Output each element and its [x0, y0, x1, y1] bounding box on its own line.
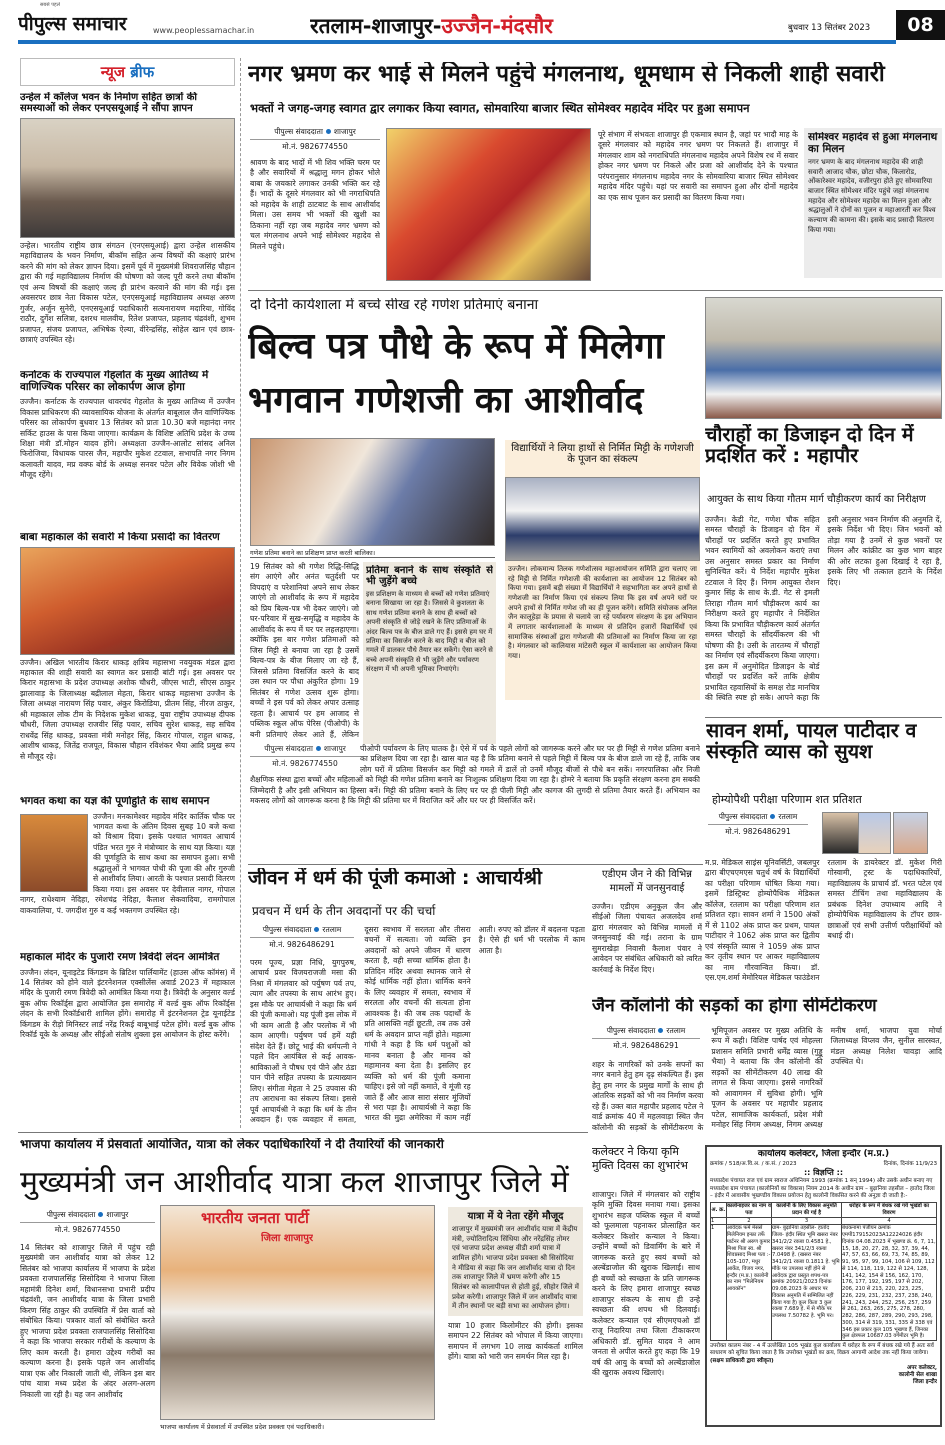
section-divider	[248, 864, 703, 865]
topper-photo-1	[822, 812, 859, 854]
deworm-headline: कलेक्टर ने किया कृमि मुक्ति दिवस का शुभारंभ	[592, 1145, 688, 1173]
brief-title-blue: ब्रीफ	[130, 63, 155, 81]
section-divider	[248, 290, 943, 291]
byline: पीपुल्स संवाददाता शाजापुर	[250, 744, 360, 757]
leaders-box-title: यात्रा में ये नेता रहेंगे मौजूद	[467, 1211, 564, 1222]
edition-red: उज्जैन-मंदसौर	[441, 14, 553, 38]
culture-box-content	[366, 565, 493, 741]
section-divider	[705, 717, 942, 718]
adm-text: उज्जैन। एडीएम अनुकूल जैन और सीईओ जिला पंचायत अजलदेव शर्मा द्वारा मंगलवार को विभिन्न मामलों में जनसुनवाई की गई। तराना के ग्राम सुमराखेड़ा निवासी कैलाश पंवार ने आवेदन पर संबंधित अधिकारी को त्वरित कार्रवाई के निर्देश दिए।	[592, 902, 702, 974]
topper-photo-2	[858, 812, 891, 854]
jain-headline: जैन कॉलोनी की सड़कों का होगा सीमेंटीकरण	[592, 997, 877, 1016]
notice-table	[710, 1202, 937, 1341]
mobile-number: मो.नं. 9826486291	[725, 827, 791, 836]
mobile-number: मो.नं. 9826774550	[282, 142, 348, 151]
notice-content	[710, 1149, 937, 1423]
notice-sign: अपर कलेक्टर, कालोनी सेल शाखा जिला इन्दौर	[898, 1364, 937, 1386]
spacer	[592, 1026, 703, 1060]
brief-text: उज्जैन। अखिल भारतीय किरार धाकड़ क्षत्रिय महासभा नवयुवक मंडल द्वारा महाकाल की शाही सवारी का स्वागत कर प्रसादी बांटी गई। इस अवसर पर किरार महासभा के प्रदेश उपाध्यक्ष अशोक चौधरी, जीएस भाटी, सीएस ठाकुर झालावाड़ के जिलाध्यक्ष बद्रीलाल मेहता, किरार धाकड़ महासभा उज्जैन के जिला अध्यक्ष नारायण सिंह पवार, अंकुर किरोडिया, प्रीतम सिंह, नीरज ठाकुर, श्री महाकाल लोक टीम के निदेशक मुकेश धाकड़, युवा राष्ट्रीय उपाध्यक्ष दीपक चौधरी, जिला उपाध्यक्ष राजवीर सिंह पवार, सचिव सुरेश धाकड़, सह सचिव राधवेंद्र सिंह धाकड़, प्रवक्ता मंत्री मनोहर सिंह, किरार गोपाल, राहुल धाकड़, आशीष धाकड़, जितेंद्र राजपूत, विकास चौहान रविशंकर भैया आदि प्रमुख रूप से मौजूद रहे।	[20, 657, 235, 761]
lead-subhead: भक्तों ने जगह-जगह स्वागत द्वार लगाकर किया स्वागत, सोमवारिया बाजार स्थित सोमेश्वर महादेव मंदिर पर हुआ समापन	[250, 102, 750, 115]
ganesh-kicker: दो दिनी कार्यशाला में बच्चे सीख रहे गणेश प्रतिमाएं बनाना	[250, 298, 539, 313]
brief-item-1	[20, 92, 235, 365]
column-divider	[240, 58, 241, 1128]
brief-headline: कर्नाटक के राज्यपाल गेहलोत के मुख्य आतिथ्य में वाणिज्यिक परिसर का लोकार्पण आज होगा	[20, 370, 209, 393]
deworm-text: शाजापुर। जिले में मंगलवार को राष्ट्रीय कृमि मुक्ति दिवस मनाया गया। इसका शुभारंभ सहज पब्लिक स्कूल में बच्चों को फूलमाला पहनाकर प्रोत्साहित कर कलेक्टर किशोर कन्याल ने किया। उन्होंने बच्चों को डिवार्मिंग के बारे में जागरूक करते हुए स्वयं बच्चों को अल्बेंडाजोल की खुराक खिलाई। साथ ही बच्चों को स्वच्छता के प्रति जागरूक करने के लिए हमारा शाजापुर स्वच्छ शाजापुर संकल्प के साथ ही उन्हे स्वच्छता की शपथ भी दिलवाई। कलेक्टर कन्याल एवं सीएमएचओ डॉ राजू निदारिया तथा जिला टीकाकरण अधिकारी डॉ. सुमित यादव ने आम जनता से अपील करते हुए कहा कि 19 वर्ष की आयु के बच्चों को अल्बेंडाजोल की खुराक अवश्य खिलाएं।	[592, 1190, 700, 1377]
jain-text: शहर के नागरिकों को उनके सपनों का नगर बनाने हेतु हम दृढ़ संकल्पित हैं। इस हेतु हम नगर के प्रमुख मार्गों के साथ ही आंतरिक सड़कों को भी नव निर्माण करवा रहे हैं। उक्त बात महापौर प्रहलाद पटेल ने वार्ड क्रमांक 40 में महलवाड़ा स्थित जैन कॉलोनी की सड़कों के सीमेंटीकरण के भूमिपूजन अवसर पर मुख्य अतिथि के रूप में कही। विशिष्ट पार्षद एवं मोहल्ला प्रशासन समिति प्रभारी धर्मेंद्र व्यास (गुड्डू भैया) ने बताया कि जैन कॉलोनी की सड़कों का सीमेंटीकरण 40 लाख की लागत से किया जाएगा। इससे नागरिकों को आवागमन में सुविधा होगी। भूमि पूजन के अवसर पर महापौर प्रहलाद पटेल, सामाजिक कार्यकर्ता, प्रदेश मंत्री मनोहर सिंह निगम अध्यक्ष, निगम अध्यक्ष मनीष शर्मा, भाजपा युवा मोर्चा जिलाध्यक्ष विप्लव जैन, सुनील सारस्वत, मंडल अध्यक्ष निलेश चावड़ा आदि उपस्थित थे।	[592, 1026, 942, 1132]
leaders-box	[448, 1207, 583, 1316]
notice-approved: (सक्षम प्राधिकारी द्वारा स्वीकृत)	[710, 1357, 774, 1364]
masthead-rule	[18, 40, 896, 44]
notice-date: दिनांक, दिनांक 11/9/23	[883, 1160, 937, 1167]
byline: पीपुल्स संवाददाता शाजापुर	[250, 127, 380, 140]
result-byline-block	[708, 812, 808, 837]
lead-sidebox	[804, 128, 942, 278]
ganesh-story	[250, 562, 700, 862]
brief-item-2	[20, 370, 235, 528]
edition-title	[310, 12, 775, 40]
mayor-inspection-photo	[705, 297, 942, 419]
mobile-number: मो.नं. 9826774550	[54, 1225, 121, 1234]
page-number: 08	[896, 10, 945, 40]
leaders-box-text: शाजापुर में मुख्यमंत्री जन आशीर्वाद यात्रा में केंद्रीय मंत्री, ज्योतिरादित्य सिंधिया और नरेंद्रसिंह तोमर एवं भाजपा प्रदेश अध्यक्ष वीडी शर्मा यात्रा में शामिल होंगे। भाजपा प्रदेश प्रवक्ता श्री सिसोदिया ने मीडिया से कहा कि जन आशीर्वाद यात्रा दो दिन तक शाजापुर जिले में भ्रमण करेगी और 15 सितंबर को कालापीपल से होती हुई, सीहोर जिले में प्रवेश करेगी। शाजापुर जिले में जन आशीर्वाद यात्रा में तीन स्थानों पर बड़ी सभा का आयोजन होगा।	[452, 1225, 579, 1311]
brief-item-4	[20, 796, 235, 948]
students-box-spacer	[500, 562, 700, 704]
ganesh-child-photo	[250, 438, 495, 546]
byline: पीपुल्स संवाददाता रतलाम	[708, 812, 808, 825]
mobile-number: मो.नं. 9826486291	[269, 940, 335, 949]
ganesh-text: 19 सितंबर को श्री गणेश रिद्धि-सिद्धि संग आएंगे और अनंत चतुर्दशी पर विपदाएं व परेशानियां अपने साथ लेकर जाएंगे तो आशीर्वाद के रूप में महादेव को प्रिय बिल्व-पत्र भी देकर जाएंगे। जो घर-परिवार में सुख-समृद्धि व महादेव के आशीर्वाद के रूप में घर पर लहलहाएगा। क्योंकि इस बार गणेश प्रतिमाओं को जिस मिट्टी से बनाया जा रहा है उसमें बिल्व-पत्र के बीज मिलाए जा रहे हैं, जिससे प्रतिमा विसर्जित करने के बाद उस स्थान पर पौधा अंकुरित होगा। 19 सितंबर से गणेश उत्सव शुरू होगा। बच्चों ने इस पर्व को लेकर अपार उत्साह रहता है। आचार्य पर हम आजाद से पब्लिक स्कूल ऑफ पेरिस (पीओपी) के बनी प्रतिमाएं लेकर आते हैं, लेकिन पीओपी पर्यावरण के लिए घातक है। ऐसे में पर्व के पहले लोगों को जागरूक करने और घर पर ही मिट्टी से गणेश प्रतिमा बनाने का प्रशिक्षण दिया जा रहा है। खास बात यह है कि प्रतिमा बनाने से पहले मिट्टी में बिल्व पत्र के बीज डाले जा रहे हैं, ताकि जब लोग घरों में प्रतिमा विसर्जन कर मिट्टी को गमले में डालें तो उनमें मौजूद बीजों से पौधे बन सकें। नगरपालिका और निजी शैक्षणिक संस्था द्वारा बच्चों और महिलाओं को मिट्टी की गणेश प्रतिमा बनाने का निःशुल्क प्रशिक्षण दिया जा रहा है। होमरे ने बताया कि प्रकृति संरक्षण करना हम सबकी जिम्मेदारी है और इसी अभियान का हिस्सा बनें। मिट्टी की प्रतिमा बनाने के लिए घर पर ही पीली मिट्टी और कागज की लुगदी से प्रतिमा तैयार करते हैं। अभियान का मकसद लोगों को जागरूक करना है कि मिट्टी की प्रतिमा घर में विराजित करें और घर पर ही विसर्जित करें।	[250, 562, 700, 806]
notice-intro: मध्यप्रदेश पंचायत राज एवं ग्राम स्वराज अधिनियम 1993 (क्रमांक 1 सन् 1994) और उसके अधीन बनाए गए मध्यप्रदेश ग्राम पंचायत (कालोनियों का विकास) नियम 2014 के अधीन ग्राम – बुढ़ानिया तहसील – हातोद जिला – इंदौर में आवासीय भूखण्डीय विकास प्रयोजन हेतु कालोनी विकसित करने की अनुज्ञा दी जाती है:-	[710, 1178, 935, 1199]
cm-press-photo	[160, 1205, 435, 1420]
mayor-text: उज्जैन। केडी गेट, गणेश चौक सहित समस्त चौराहों के डिजाइन दो दिन में चौराहों पर प्रदर्शित करते हुए प्रभावित भवन स्वामियों को अवलोकन कराएं तथा उस अनुसार समस्त प्रकार का निर्माण सुनिश्चित करें। ये निर्देश महापौर मुकेश टटवाल ने दिए हैं। निगम आयुक्त रोशन कुमार सिंह के साथ के.डी. गेट से इमली तिराहा गौतम मार्ग चौड़ीकरण कार्य का निरीक्षण करते हुए महापौर ने निर्देशित किया कि प्रभावित चौड़ीकरण कार्य अंतर्गत समस्त चौराहों के सौंदर्यीकरण की भी घोषणा की है। उसी के तारतम्य में चौराहों का निर्माण एवं सौंदर्यीकरण किया जाएगा। इस क्रम में अनुमोदित डिजाइन के बोर्ड चौराहों पर प्रदर्शित करें ताकि क्षेत्रीय प्रभावित रहवासियों के समक्ष रोड मानचित्र की स्थिति स्पष्ट हो सके। आपने कहा कि इसी अनुसार भवन निर्माण की अनुमति दें, इसके निर्देश भी दिए। जिन भवनों को तोड़ा गया है उनमें से कुछ भवनों पर मिलन और कांक्रीट का कुछ भाग बाहर की ओर लटका हुआ दिखाई दे रहा है, इसके लिए भी तत्काल हटाने के निर्देश दिए।	[705, 515, 942, 702]
cm-kicker: भाजपा कार्यालय में प्रेसवार्ता आयोजित, यात्रा को लेकर पदाधिकारियों ने दी तैयारियों की जानकारी	[20, 1138, 444, 1151]
adm-headline: एडीएम जैन ने की विभिन्न मामलों में जनसुनवाई	[602, 869, 692, 894]
dharma-subhead: प्रवचन में धर्म के तीन अवदानों पर की चर्चा	[252, 904, 436, 918]
culture-box-title: प्रतिमा बनाने के साथ संस्कृति से भी जुड़ेंगे बच्चे	[366, 565, 493, 587]
mahakal-sawari-photo	[20, 547, 235, 655]
lead-text-2: पूरे संभाग में संभवतः शाजापुर ही एकमात्र स्थान है, जहां पर भादौ माह के दूसरे मंगलवार को महादेव नगर भ्रमण पर निकलते हैं। शाजापुर में मंगलवार शाम को नगराधिपति मंगलनाथ महादेव अपने विशेष रथ में सवार होकर नगर भ्रमण पर निकले और प्रजा को आशीर्वाद देने के पश्चात परंपरानुसार मंगलनाथ महादेव नगर के सोमवारिया बाजार स्थित सोमेश्वर महादेव मंदिर पहुंचे। यहां पर सवारी का समापन हुआ और दोनों महादेव का एक साथ पूजन कर प्रसादी का वितरण किया गया।	[598, 130, 798, 202]
byline: पीपुल्स संवाददाता रतलाम	[592, 1026, 700, 1039]
mayor-headline: चौराहों का डिजाइन दो दिन में प्रदर्शित करें : महापौर	[705, 424, 914, 467]
logo: पीपुल्स समाचार	[18, 13, 127, 35]
byline: पीपुल्स संवाददाता रतलाम	[250, 925, 354, 938]
bjp-banner-text: भारतीय जनता पार्टी	[201, 1209, 309, 1227]
brief-headline: महाकाल मंदिर के पुजारी रमण त्रिवेदी लंदन आमंत्रित	[20, 952, 220, 963]
notice-office: कार्यालय कलेक्टर, जिला इन्दौर (म.प्र.)	[757, 1149, 890, 1159]
brief-text: उज्जैन। लंदन, यूनाइटेड किंगडम के ब्रिटिश पार्लियामेंट (हाउस ऑफ कॉमंस) में 14 सितंबर को होने वाले इंटरनेशनल एक्सीलेंस अवार्ड 2023 में महाकाल मंदिर के पुजारी रमण त्रिवेदी को आमंत्रित किया गया है। त्रिवेदी के अनुसार वर्ल्ड बुक ऑफ रिकॉर्ड्स द्वारा आयोजित इस समारोह में वर्ल्ड बुक ऑफ रिकॉर्ड्स लंदन के सभी रिकॉर्डधारी शामिल होंगे। समारोह में इंटरनेशनल ट्रेड यूनाईटेड किंगडम के रीड़ो मिनिस्टर लार्ड नरेंद्र रिकई बाबूभाई पटेल होंगे। वर्ल्ड बुक ऑफ रिकॉर्ड यूके के अध्यक्ष और सीईओ संतोष शुक्ला इस आयोजन के होस्ट करेंगे।	[20, 967, 235, 1040]
brief-text: उज्जैन। मनकामेश्वर महादेव मंदिर कार्तिक चौक पर भागवत कथा के अंतिम दिवस सुबह 10 बजे कथा को विश्राम दिया। इसके पश्चात भागवत आचार्य पंडित भरत गुरु ने मंत्रोच्चार के साथ यज्ञ किया। यज्ञ की पूर्णाहुति के साथ कथा का समापन हुआ। सभी श्रद्धालुओं ने भागवत पोथी की पूजा की और गुरुजी से आशीर्वाद लिया। आरती के पश्चात प्रसादी वितरण किया गया। इस अवसर पर देवीलाल नागर, गोपाल नागर, राधेश्याम नेदिहा, रमेशचंद्र नेदिहा, कैलाश सेकवादिया, रामगोपाल वाकवालिया, पं. जगदीश गुरु व कई भक्तगण उपस्थित रहे।	[20, 811, 235, 915]
notice-header-row: अ. क्र. कालोनाइजर का नाम व पता कालोनी के लिए विकास अनुमति प्रदान की गई है धरोहर के रूप में बंधक रखे गये भूखंडों का विवरण	[711, 1203, 937, 1218]
dharma-text: परम पूज्य, प्रज्ञा निधि, युगपुरुष, आचार्य प्रवर विजयराजजी मसा की निश्रा में मंगलवार को पर्युषण पर्व तप, त्याग और तपस्या के साथ आरंभ हुए। इस मौके पर आचार्यश्री ने कहा कि धर्म की पूंजी कमाओ। यह पूंजी इस लोक में भी काम आती है और परलोक में भी काम आएगी। पर्युषण पर्व हमें यही संदेश देते हैं। छोटू भाई की धर्मपत्नी ने पहले दिन आयंबिल से कई आवक-श्राविकाओं ने पौषध एवं पीने और ठंडा पान पीने सहित तपस्या के प्रत्याख्यान लिए। संगीता मेहता ने 25 उपवास की तप आराधना का संकल्प लिया। इससे पूर्व आचार्यश्री ने कहा कि धर्म के तीन अवदान हैं। एक व्यवहार में समता, दूसरा स्वभाव में सरलता और तीसरा वचनों में सत्यता। जो व्यक्ति इन अवदानों को अपने जीवन में धारण करता है, वही सच्चा धार्मिक होता है। प्रतिदिन मंदिर अथवा स्थानक जाने से कोई धार्मिक नहीं होता। धार्मिक बनने के लिए व्यवहार में समता, स्वभाव में सरलता और वचनों की सत्यता होना आवश्यक है। की जब तक पदार्थों के प्रति आसक्ति नहीं छूटती, तब तक उसे धर्म के अवदान प्राप्त नहीं होते। महात्मा गांधी ने कहा है कि धर्म पशुओं को मानव बनाता है और मानव को महामानव बना देता है। इसलिए हर व्यक्ति को धर्म की पूंजी कमाना चाहिए। इसे जो नहीं कमाते, वे मूंजी रह जाते हैं और आज सारा संसार मूंजियों से भरा पड़ा है। आचार्यश्री ने कहा कि भारत की मुद्रा अमेरिका में काम नहीं आती। रुपए को डॉलर में बदलना पड़ता है। ऐसे ही धर्म भी परलोक में काम आता है।	[250, 925, 585, 1125]
result-text: म.प्र. मेडिकल साइंस यूनिवर्सिटी, जबलपुर द्वारा बीएचएमएस चतुर्थ वर्ष के विद्यार्थियों का परीक्षा परिणाम घोषित किया गया। इसमें डिस्ट्रिक्ट होम्योपैथिक मेडिकल कॉलेज, रतलाम का परीक्षा परिणाम शत प्रतिशत रहा। सावन शर्मा ने 1500 अंकों में से 1102 अंक प्राप्त कर प्रथम, पायल पाटीदार ने 1062 अंक प्राप्त कर द्वितीय एवं संस्कृति व्यास ने 1059 अंक प्राप्त कर तृतीय स्थान पर आकर महाविद्यालय का नाम गौरवान्वित किया। डॉ. एस.एम.शर्मा मेमोरियल मेडिकल फाउंडेशन रतलाम के डायरेक्टर डॉ. मुकेश गिरी गोस्वामी, ट्रस्ट के पदाधिकारियों, महाविद्यालय के प्राचार्य डॉ. भरत पटेल एवं समस्त टीचिंग तथा महाविद्यालय के प्रबंधक दिनेश उपाध्याय आदि ने होम्योपैथिक महाविद्यालय के टॉपर छात्र-छात्राओं एवं सभी उत्तीर्ण परीक्षार्थियों को बधाई दी।	[705, 858, 942, 983]
dharma-headline: जीवन में धर्म की पूंजी कमाओ : आचार्यश्री	[248, 868, 542, 889]
ganesh-photo-caption: गणेश प्रतिमा बनाने का प्रशिक्षण प्राप्त करती बालिका।	[250, 548, 495, 558]
brief-title-red: न्यूज	[100, 63, 125, 81]
spacer	[250, 925, 356, 958]
issue-date: बुधवार 13 सितंबर 2023	[788, 23, 871, 33]
result-headline: सावन शर्मा, पायल पाटीदार व संस्कृति व्यास को सुयश	[706, 720, 917, 763]
topper-photo-3	[893, 812, 928, 854]
notice-footer: उपरोक्त कालम नंबर - 4 में उल्लेखित 105 भूखंड कुल कार्यालय में धरोहर के रूप में बंधक रखे गये हैं अतः सर्व साधारण को सूचित किया जाता है कि उपरोक्त भूखंडों का क्रय, विक्रय आगामी आदेश तक नहीं किया जावेगा।	[710, 1343, 934, 1357]
brief-item-3	[20, 532, 235, 792]
notice-data-row: 1 आवेदक फर्म मेसर्स मिलेनियम इन्फ्रा तर्फे पार्टनर श्री अरुण कुमार मिश्रा पिता स्व. श्री शिवप्रसाद मिश्रा पता :- 105-107, मधुर आर्केड, विजय नगर, इन्दौर (म.प्र.) कालोनी का नाम "मिलेनियम आयकॉन" ग्राम- बुढ़ानिया तहसील- हातोद जिला- इंदौर स्थित भूमि खसरा नंबर 341/2/2 रकबा 0.4581 हे., खसरा नंबर 341/2/3 रकबा 7.0498 हे. (खसरा नंबर 341/2/1 रकबा 0.1811 हे. भूमि मौके पर उपलब्ध नहीं होने से आवेदक द्वारा प्रस्तुत शपथ-पत्र क्रमांक 20921/2023 दिनांक 09.08.2023 के आधार पर विकास अनुमति में सम्मिलित नहीं किया गया है) कुल किता 3 कुल रकबा 7.689 हे. में से मौके पर उपलब्ध 7.50782 हे. भूमि पर। बंधकनामा पंजीयन क्रमांक एमपी179152023A12224026 इंदौर दिनांक 04.08.2023 में भूखण्ड क्रं. 6, 7, 11, 15, 18, 20, 27, 28, 32, 37, 39, 44, 47, 57, 63, 66, 69, 73, 74, 85, 89, 91, 95, 97, 99, 104, 106 से 109, 112 से 114, 118, 119, 122 से 124, 128, 141, 142, 154 से 156, 162, 170, 176, 177, 192, 195, 197 से 202, 206, 210 से 213, 220, 223, 225, 226, 229, 231, 232, 237, 238, 240, 241, 243, 244, 252, 256, 257, 259 से 261, 263, 265, 275, 278, 280, 282, 286, 287, 289, 290, 293, 298, 300, 314 से 319, 331, 335 से 338 एवं 346 इस प्रकार कुल 105 भूखण्ड हैं, जिनका कुल क्षेत्रफल 10687.03 वर्गमीटर भूमि है।	[711, 1225, 936, 1340]
brief-text-block	[20, 812, 235, 917]
lead-procession-photo	[386, 128, 591, 281]
leaders-column	[448, 1207, 583, 1440]
news-brief-header	[20, 58, 235, 86]
byline: पीपुल्स संवाददाता शाजापुर	[20, 1210, 155, 1223]
brief-headline: भगवत कथा का यज्ञ की पूर्णाहुति के साथ समापन	[20, 796, 210, 807]
masthead	[0, 0, 945, 46]
culture-box-text: इस प्रशिक्षण के माध्यम से बच्चों को गणेश प्रतिमाएं बनाना सिखाया जा रहा है। जिससे वे कुशलता के साथ गणेश प्रतिमा बनाने के साथ ही बच्चों को अपनी संस्कृति से जोड़े रखने के लिए प्रतिमाओं के अंदर बिल्व पत्र के बीज डाले गए हैं। इससे हम घर में प्रतिमा का विसर्जन करने के बाद मिट्टी व बीज को गमले में डालकर पौधे तैयार कर सकेंगे। ऐसा करने से बच्चे अपनी संस्कृति से भी जुड़ेंगे और पर्यावरण संरक्षण में भी अपनी भूमिका निभाएंगे।	[366, 590, 493, 673]
ganesh-byline-block	[250, 744, 360, 774]
bjp-banner-sub: जिला शाजापुर	[261, 1233, 314, 1244]
lead-headline: नगर भ्रमण कर भाई से मिलने पहुंचे मंगलनाथ, धूमधाम से निकली शाही सवारी	[248, 62, 885, 87]
students-text: उज्जैन। लोकमान्य तिलक गणेशोत्सव महाआयोजन समिति द्वारा चलाए जा रहे मिट्टी से निर्मित गणेशजी की कार्यशाला का आयोजन 12 सितंबर को किया गया। इसमें बड़ी संख्या में विद्यार्थियों ने सहभागिता कर अपने हाथों से गणेशजी का निर्माण किया एवं संकल्प लिया कि इस वर्ष अपने घरों पर अपने हाथों से निर्मित गणेश जी का ही पूजन करेंगे। समिति संयोजक अनिल जैन कालूहेड़ा के प्रयास से चलाये जा रहे पर्यावरण संरक्षण के इस अभियान में लगातार कार्यशालाओं के माध्यम से प्रतिदिन हजारों विद्यार्थियों एवं सामाजिक संस्थाओं द्वारा गणेशजी की प्रतिमाओं का निर्माण किया जा रहा है। मंगलवार को कालियास मांटेसरी स्कूल में कार्यशाला का आयोजन किया गया।	[508, 565, 697, 660]
students-box-title: विद्यार्थियों ने लिया हाथों से निर्मित मिट्टी के गणेशजी के पूजन का संकल्प	[511, 443, 694, 465]
ganesh-headline: बिल्व पत्र पौधे के रूप में मिलेगा भगवान गणेशजी का आशीर्वाद	[248, 326, 665, 421]
lead-text-1: श्रावण के बाद भादों में भी शिव भक्ति चरम पर है और सवारियों में श्रद्धालु मगन होकर भोले बाबा के जयकारे लगाकर उनकी भक्ति कर रहे हैं। भादों के दूसरे मंगलवार को भी नगराधिपति को महादेव के शाही ठाटबाट के साथ आशीर्वाद मिला। उस समय भी भक्तों की खुशी का ठिकाना नहीं रहा जब महादेव नगर भ्रमण को चल मंगलनाथ अपने भाई सोमेश्वर महादेव से मिलने पहुंचे।	[250, 158, 380, 251]
bhagwat-katha-photo	[20, 814, 88, 892]
edition-black: रतलाम-शाजापुर-	[310, 14, 442, 38]
brief-text: उन्हेल। भारतीय राष्ट्रीय छात्र संगठन (एनएसयूआई) द्वारा उन्हेल शासकीय महाविद्यालय के भवन निर्माण, बीकॉम सहित अन्य विषयों की कक्षाएं प्रारंभ करने की मांग को लेकर ज्ञापन दिया। इसमें पूर्व में मुख्यमंत्री शिवराजसिंह चौहान द्वारा की गई महाविद्यालय निर्माण की घोषणा को जल्द पूरी करने तथा बीकॉम एवं अन्य विषयों की कक्षाएं जल्द ही प्रारंभ करवाने की मांग की गई। इस अवसरपर छात्र नेता विकास पटेल, एनएसयूआई महाविद्यालय अध्यक्ष अरुण गुर्जर, अर्जुन सुनेरी, एनएसयूआई पदाधिकारी सत्यनारायण मदारिया, गोविंद राठौर, दुर्गेश सलित्रा, दशरथ मालवीय, रितेश प्रजापत, प्रहलाद चंद्रवंशी, शुभम प्रजापत, संजय प्रजापत, अभिषेक ऐल्या, वीरेन्द्रसिंह, सोहेल खान एवं छात्र-छात्राएं उपस्थित रहे।	[20, 241, 235, 345]
culture-box	[363, 562, 496, 744]
mobile-number: मो.नं. 9826774550	[272, 759, 338, 769]
result-subhead: होम्योपैथी परीक्षा परिणाम शत प्रतिशत	[712, 793, 862, 806]
website-link[interactable]: www.peoplessamachar.in	[153, 26, 255, 35]
brief-headline: बाबा महाकाल की सवारी में किया प्रसादी का वितरण	[20, 532, 220, 543]
sidebox-title: सोमेश्वर महादेव से हुआ मंगलनाथ का मिलन	[808, 132, 938, 155]
cm-headline: मुख्यमंत्री जन आशीर्वाद यात्रा कल शाजापुर जिले में	[20, 1165, 569, 1200]
cm-text: 14 सितंबर को शाजापुर जिले में पहुंच रही मुख्यमंत्री जन आशीर्वाद यात्रा को लेकर 12 सितंबर को भाजपा कार्यालय में भाजपा के प्रदेश प्रवक्ता राजपालसिंह सिसोदिया ने भाजपा जिला महामंत्री दिनेश शर्मा, विधानसभा प्रभारी प्रदीप चंद्रवंशी, जन आशीर्वाद यात्रा के जिला प्रभारी किरण सिंह ठाकुर की उपस्थिति में प्रेस वार्ता को संबोधित किया। पत्रकार वार्ता को संबोधित करते हुए भाजपा प्रदेश प्रवक्ता राजपालसिंह सिसोदिया ने कहा कि भाजपा सरकार गरीबों के कल्याण के लिए काम करती है। हमारा उद्देश्य गरीबों का कल्याण करना है। इसके पहले जन आशीर्वाद यात्रा एक और निकाली जाती थी, लेकिन इस बार पांच यात्रा मध्य प्रदेश के अंदर अलग-अलग निकाली जा रही है। यह जन आशीर्वाद	[20, 1243, 155, 1399]
mobile-number: मो.नं. 9826486291	[613, 1041, 679, 1050]
sidebox-text: नगर भ्रमण के बाद मंगलनाथ महादेव की शाही सवारी आजाद चौक, छोटा चौक, किलारोड, ओंकारेश्वर महादेव, वजीरपुरा होते हुए सोमवारिया बाजार स्थित सोमेश्वर मंदिर पहुंचे जहां मंगलनाथ महादेव और सोमेश्वर महादेव का मिलन हुआ और श्रद्धालुओं ने दोनों का पूजन व महाआरती कर विश्व कल्याण की कामना की। इसके बाद प्रसादी वितरण किया गया।	[808, 158, 936, 234]
nsui-photo	[20, 118, 235, 238]
brief-headline: उन्हेल में कॉलेज भवन के निर्माण सहित छात्रों की समस्याओं को लेकर एनएसयूआई ने सौंपा ज्ञापन	[20, 92, 197, 114]
cm-photo-caption: भाजपा कार्यालय में प्रेसवार्ता में उपस्थित प्रदेश प्रवक्ता एवं पदाधिकारी।	[160, 1423, 325, 1431]
logo-tagline: सबसे पहले	[40, 2, 61, 8]
cm-tail-text: यात्रा 10 हजार किलोमीटर की होगी। इसका समापन 22 सितंबर को भोपाल में किया जाएगा। समापन में लगभग 10 लाख कार्यकर्ता शामिल होंगे। यात्रा को भारी जन समर्थन मिल रहा है।	[448, 1320, 583, 1362]
notice-ref: क्रमांक / 518/अ.वि.अ. / क.सं. / 2023	[710, 1160, 797, 1167]
notice-title: :: विज्ञप्ति ::	[803, 1167, 844, 1177]
cm-byline-block	[20, 1210, 155, 1442]
notice-number-row: 1 2 3 4	[711, 1217, 937, 1225]
students-photo	[505, 477, 700, 561]
brief-text: उज्जैन। कर्नाटक के राज्यपाल थावरचंद गेहलोत के मुख्य आतिथ्य में उज्जैन विकास प्राधिकरण की व्यावसायिक योजना के अंतर्गत बाबूलाल जैन वाणिज्यिक परिसर का लोकार्पण बुधवार 13 सितंबर को प्रातः 10.30 बजे महानंदा नगर सर्किट हाउस के पास किया जाएगा। कार्यक्रम के विशिष्ट अतिथि प्रदेश के उच्च शिक्षा मंत्री डॉ.मोहन यादव होंगे। अध्यक्षता उज्जैन-आलोट सांसद अनिल फिरोजिया, विधायक पारस जैन, महापौर मुकेश टटवाल, सभापति नगर निगम कलावती यादव, मप्र वक्फ बोर्ड के अध्यक्ष सनवर पटेल और विवेक जोशी भी मौजूद रहेंगे।	[20, 397, 235, 480]
brief-item-5	[20, 952, 235, 1127]
lead-byline-block	[250, 127, 380, 284]
sidebox-content	[808, 132, 938, 274]
collector-notice-ad	[705, 1145, 942, 1427]
mayor-subhead: आयुक्त के साथ किया गौतम मार्ग चौड़ीकरण कार्य का निरीक्षण	[707, 494, 926, 505]
section-divider	[18, 1132, 588, 1133]
notice-ref-row	[710, 1161, 937, 1168]
